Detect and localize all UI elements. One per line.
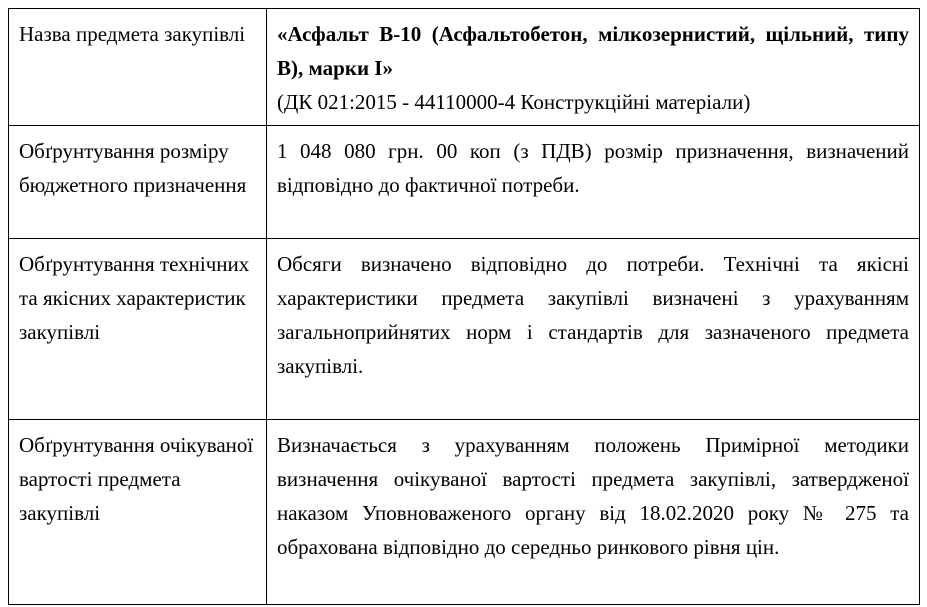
table-row [9,9,920,126]
row-value: Визначається з урахуванням положень Примірної методики визначення очікуваної вартості предмета закупівлі, затвердженої наказом Уповноваженого органу від 18.02.2020 року № 275 та обрахована відповідно до середньо ринкового рівня цін. [267,420,920,605]
row-label: Обґрунтування розміру бюджетного призначення [9,126,267,239]
procurement-info-table [8,8,920,605]
row-value: 1 048 080 грн. 00 коп (з ПДВ) розмір призначення, визначений відповідно до фактичної потреби. [267,126,920,239]
procurement-subject-title: «Асфальт В-10 (Асфальтобетон, мілкозернистий, щільний, типу В), марки І» [277,22,909,80]
row-label: Обґрунтування очікуваної вартості предмета закупівлі [9,420,267,605]
table-row [9,126,920,239]
row-label: Назва предмета закупівлі [9,9,267,126]
procurement-classification: (ДК 021:2015 - 44110000-4 Конструкційні матеріали) [277,90,751,114]
row-value [267,9,920,126]
table-row [9,239,920,420]
table-row [9,420,920,605]
row-value: Обсяги визначено відповідно до потреби. Технічні та якісні характеристики предмета закупівлі визначені з урахуванням загальноприйнятих норм і стандартів для зазначеного предмета закупівлі. [267,239,920,420]
row-label: Обґрунтування технічних та якісних характеристик закупівлі [9,239,267,420]
